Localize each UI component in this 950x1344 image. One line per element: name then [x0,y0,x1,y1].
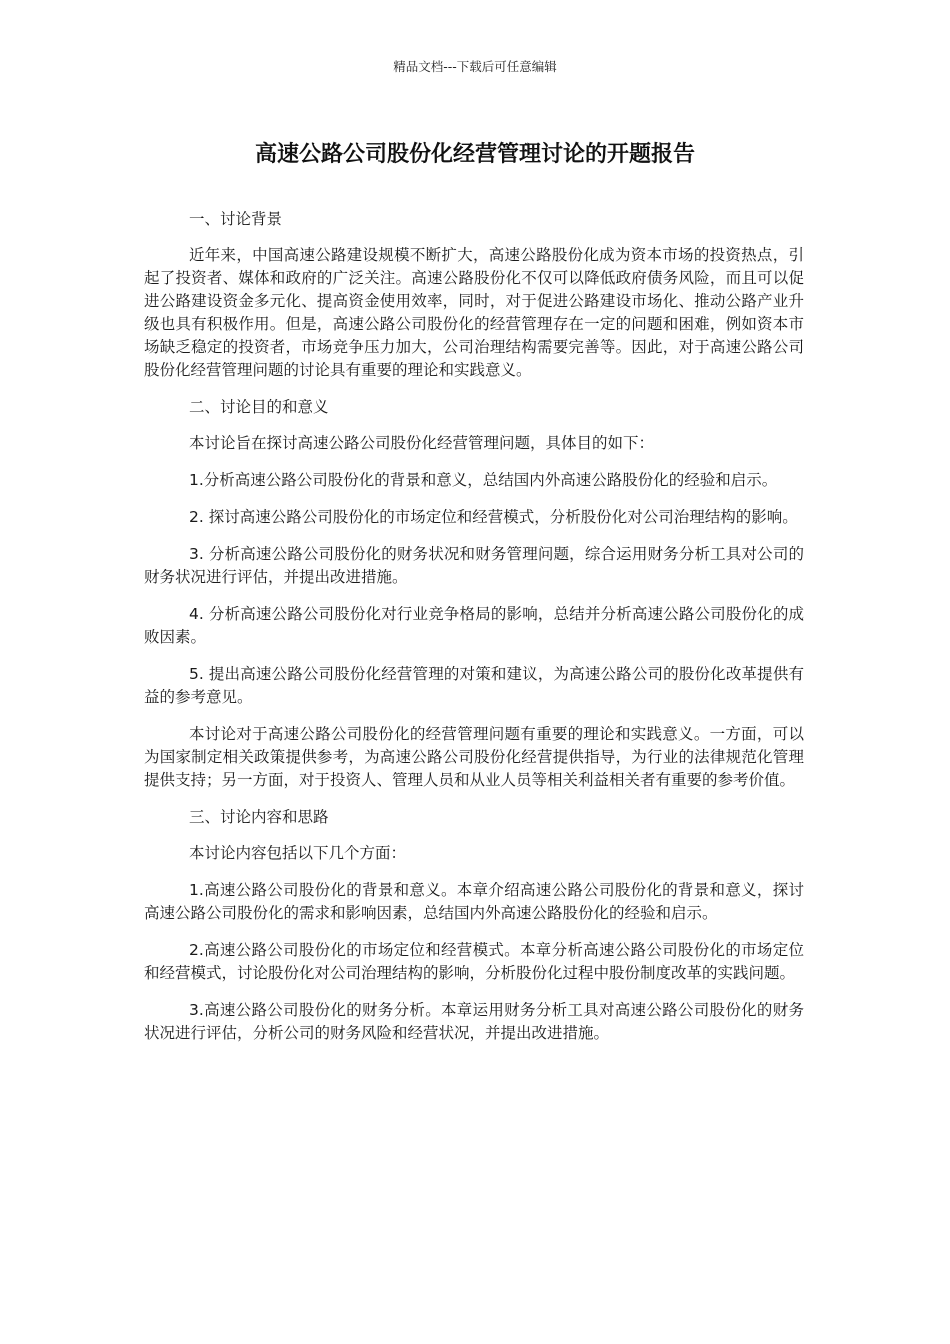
paragraph-content-intro: 本讨论内容包括以下几个方面： [189,844,407,862]
section-heading-content: 三、讨论内容和思路 [189,808,329,826]
list-item-purpose-3: 3. 分析高速公路公司股份化的财务状况和财务管理问题，综合运用财务分析工具对公司的财务状况进行评估，并提出改进措施。 [144,545,804,586]
list-item-content-1: 1.高速公路公司股份化的背景和意义。本章介绍高速公路公司股份化的背景和意义，探讨高速公路公司股份化的需求和影响因素，总结国内外高速公路股份化的经验和启示。 [144,881,804,922]
list-item-content-3: 3.高速公路公司股份化的财务分析。本章运用财务分析工具对高速公路公司股份化的财务状况进行评估，分析公司的财务风险和经营状况，并提出改进措施。 [144,1001,804,1042]
document-title: 高速公路公司股份化经营管理讨论的开题报告 [254,142,695,167]
paragraph-background: 近年来，中国高速公路建设规模不断扩大，高速公路股份化成为资本市场的投资热点，引起了投资者、媒体和政府的广泛关注。高速公路股份化不仅可以降低政府债务风险，而且可以促进公路建设资金多元化、提高资金使用效率，同时，对于促进公路建设市场化、推动公路产业升级也具有积极作用。但是，高速公路公司股份化的经营管理存在一定的问题和困难，例如资本市场缺乏稳定的投资者，市场竞争压力加大，公司治理结构需要完善等。因此，对于高速公路公司股份化经营管理问题的讨论具有重要的理论和实践意义。 [144,246,804,379]
section-heading-background: 一、讨论背景 [189,210,283,228]
list-item-purpose-1: 1.分析高速公路公司股份化的背景和意义，总结国内外高速公路股份化的经验和启示。 [189,471,778,489]
list-item-purpose-5: 5. 提出高速公路公司股份化经营管理的对策和建议，为高速公路公司的股份化改革提供有益的参考意见。 [144,665,804,706]
paragraph-purpose-intro: 本讨论旨在探讨高速公路公司股份化经营管理问题，具体目的如下： [189,434,655,452]
section-heading-purpose: 二、讨论目的和意义 [189,398,329,416]
list-item-purpose-2: 2. 探讨高速公路公司股份化的市场定位和经营模式，分析股份化对公司治理结构的影响。 [189,508,798,526]
paragraph-significance: 本讨论对于高速公路公司股份化的经营管理问题有重要的理论和实践意义。一方面，可以为国家制定相关政策提供参考，为高速公路公司股份化经营提供指导，为行业的法律规范化管理提供支持；另一方面，对于投资人、管理人员和从业人员等相关利益相关者有重要的参考价值。 [144,725,804,789]
document-body [144,208,804,1059]
list-item-content-2: 2.高速公路公司股份化的市场定位和经营模式。本章分析高速公路公司股份化的市场定位和经营模式，讨论股份化对公司治理结构的影响，分析股份化过程中股份制度改革的实践问题。 [144,941,804,982]
list-item-purpose-4: 4. 分析高速公路公司股份化对行业竞争格局的影响，总结并分析高速公路公司股份化的成败因素。 [144,605,804,646]
header-note: 精品文档---下载后可任意编辑 [393,59,557,74]
